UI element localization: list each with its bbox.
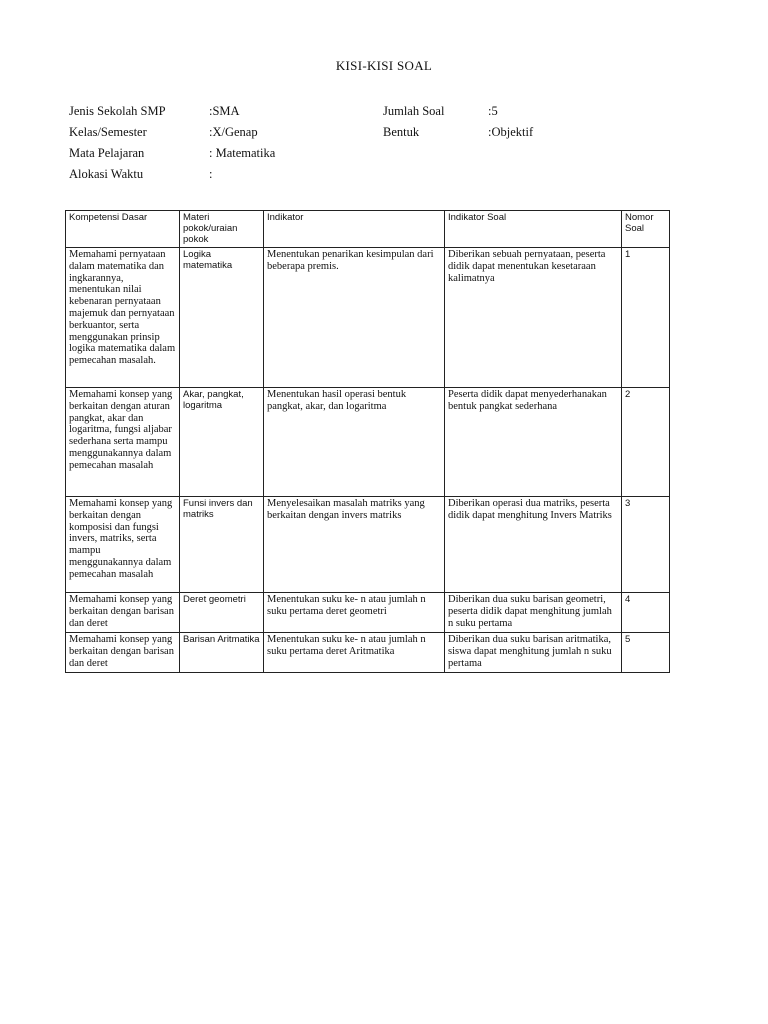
- form-value: :Objektif: [488, 125, 534, 139]
- cell-materi: Akar, pangkat, logaritma: [180, 388, 264, 497]
- cell-indikator: Menentukan penarikan kesimpulan dari beberapa premis.: [264, 248, 445, 388]
- cell-materi: Barisan Aritmatika: [180, 633, 264, 673]
- time-allocation-label: Alokasi Waktu: [69, 167, 144, 181]
- cell-indikator-soal: Diberikan operasi dua matriks, peserta didik dapat menghitung Invers Matriks: [445, 497, 622, 593]
- cell-materi: Logika matematika: [180, 248, 264, 388]
- cell-kompetensi: Memahami pernyataan dalam matematika dan ingkarannya, menentukan nilai kebenaran pernyataan majemuk dan pernyataan berkuantor, serta menggunakan prinsip logika matematika dalam pemecahan masalah.: [66, 248, 180, 388]
- table-row: [66, 388, 670, 497]
- form-label: Bentuk: [383, 125, 420, 139]
- header-nomor: Nomor Soal: [622, 211, 670, 248]
- cell-materi: Deret geometri: [180, 593, 264, 633]
- cell-indikator-soal: Diberikan dua suku barisan aritmatika, siswa dapat menghitung jumlah n suku pertama: [445, 633, 622, 673]
- cell-nomor: 5: [622, 633, 670, 673]
- cell-nomor: 4: [622, 593, 670, 633]
- blueprint-table: [65, 210, 670, 673]
- cell-indikator: Menyelesaikan masalah matriks yang berkaitan dengan invers matriks: [264, 497, 445, 593]
- cell-indikator-soal: Diberikan dua suku barisan geometri, peserta didik dapat menghitung jumlah n suku pertama: [445, 593, 622, 633]
- cell-indikator: Menentukan suku ke- n atau jumlah n suku pertama deret geometri: [264, 593, 445, 633]
- cell-nomor: 2: [622, 388, 670, 497]
- question-count-label: Jumlah Soal: [383, 104, 445, 118]
- school-type-value: :SMA: [209, 104, 240, 118]
- class-semester-label: Kelas/Semester: [69, 125, 147, 139]
- info-row-subject: [69, 146, 709, 167]
- header-materi: Materi pokok/uraian pokok: [180, 211, 264, 248]
- cell-kompetensi: Memahami konsep yang berkaitan dengan barisan dan deret: [66, 593, 180, 633]
- cell-indikator-soal: Peserta didik dapat menyederhanakan bentuk pangkat sederhana: [445, 388, 622, 497]
- subject-value: : Matematika: [209, 146, 276, 160]
- table-row: [66, 633, 670, 673]
- header-indikator: Indikator: [264, 211, 445, 248]
- cell-indikator-soal: Diberikan sebuah pernyataan, peserta didik dapat menentukan kesetaraan kalimatnya: [445, 248, 622, 388]
- cell-kompetensi: Memahami konsep yang berkaitan dengan komposisi dan fungsi invers, matriks, serta mampu menggunakannya dalam pemecahan masalah: [66, 497, 180, 593]
- table-row: [66, 593, 670, 633]
- page-title: KISI-KISI SOAL: [335, 58, 433, 73]
- question-count-value: :5: [488, 104, 498, 118]
- table-row: [66, 248, 670, 388]
- table-row: [66, 497, 670, 593]
- cell-kompetensi: Memahami konsep yang berkaitan dengan barisan dan deret: [66, 633, 180, 673]
- cell-indikator: Menentukan suku ke- n atau jumlah n suku pertama deret Aritmatika: [264, 633, 445, 673]
- time-allocation-value: :: [209, 167, 213, 181]
- cell-nomor: 1: [622, 248, 670, 388]
- info-row-class: [69, 125, 709, 146]
- class-semester-value: :X/Genap: [209, 125, 258, 139]
- school-type-label: Jenis Sekolah SMP: [69, 104, 166, 118]
- cell-kompetensi: Memahami konsep yang berkaitan dengan aturan pangkat, akar dan logaritma, fungsi aljabar sederhana serta mampu menggunakannya dalam pemecahan masalah: [66, 388, 180, 497]
- cell-nomor: 3: [622, 497, 670, 593]
- cell-materi: Funsi invers dan matriks: [180, 497, 264, 593]
- document-info: [69, 104, 709, 188]
- info-row-school: [69, 104, 709, 125]
- cell-indikator: Menentukan hasil operasi bentuk pangkat, akar, dan logaritma: [264, 388, 445, 497]
- header-kompetensi: Kompetensi Dasar: [66, 211, 180, 248]
- table-header-row: [66, 211, 670, 248]
- header-indikator-soal: Indikator Soal: [445, 211, 622, 248]
- subject-label: Mata Pelajaran: [69, 146, 145, 160]
- info-row-time: [69, 167, 709, 188]
